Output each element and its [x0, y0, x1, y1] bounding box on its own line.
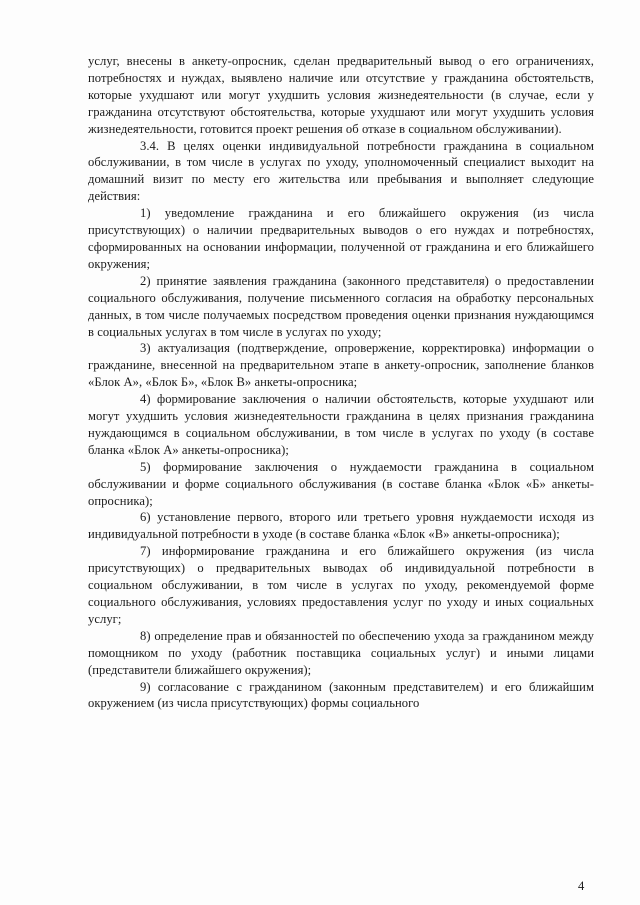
list-item-9: 9) согласование с гражданином (законным представителем) и его ближайшим окружением (из числа присутствующих) формы социального [88, 679, 594, 711]
list-item-8: 8) определение прав и обязанностей по обеспечению ухода за гражданином между помощником по уходу (работник поставщика социальных услуг) и иными лицами (представители ближайшего окружения); [88, 628, 594, 677]
list-item-3: 3) актуализация (подтверждение, опровержение, корректировка) информации о гражданине, внесенной на предварительном этапе в анкету-опросник, заполнение бланков «Блок А», «Блок Б», «Блок В» анкеты-опросника; [88, 341, 594, 390]
list-item-4: 4) формирование заключения о наличии обстоятельств, которые ухудшают или могут ухудшить условия жизнедеятельности гражданина в целях признания гражданина нуждающимся в социальном обслуживании, в том числе в услугах по уходу (в составе бланка «Блок А» анкеты-опросника); [88, 392, 594, 457]
list-item-2: 2) принятие заявления гражданина (законного представителя) о предоставлении социального обслуживания, получение письменного согласия на обработку персональных данных, в том числе получаемых посредством проведения оценки признания нуждающимся в социальных услугах в том числе в услугах по уходу; [88, 273, 594, 339]
list-item-1: 1) уведомление гражданина и его ближайшего окружения (из числа присутствующих) о наличии предварительных выводов о его нуждах и потребностях, сформированных на основании информации, полученной от гражданина и его ближайшего окружения; [88, 206, 594, 271]
page-number: 4 [578, 879, 585, 893]
list-item-5: 5) формирование заключения о нуждаемости гражданина в социальном обслуживании и форме социального обслуживания (в составе бланка «Блок «Б» анкеты-опросника); [88, 459, 594, 508]
paragraph-continuation: услуг, внесены в анкету-опросник, сделан предварительный вывод о его ограничениях, потребностях и нуждах, выявлено наличие или отсутствие у гражданина обстоятельств, которые ухудшают или могут ухудшить условия жизнедеятельности (в случае, если у гражданина отсутствуют обстоятельства, которые ухудшают или могут ухудшить условия жизнедеятельности, готовится проект решения об отказе в социальном обслуживании). [88, 54, 594, 136]
document-body [88, 53, 594, 712]
list-item-6: 6) установление первого, второго или третьего уровня нуждаемости исходя из индивидуальной потребности в уходе (в составе бланка «Блок «В» анкеты-опросника); [88, 510, 594, 542]
paragraph-3-4: 3.4. В целях оценки индивидуальной потребности гражданина в социальном обслуживании, в том числе в услугах по уходу, уполномоченный специалист выходит на домашний визит по месту его жительства или пребывания и выполняет следующие действия: [88, 138, 594, 204]
list-item-7: 7) информирование гражданина и его ближайшего окружения (из числа присутствующих) о предварительных выводах об индивидуальной потребности в социальном обслуживании, в том числе в услугах по уходу, рекомендуемой форме социального обслуживания, условиях предоставления услуг по уходу и иных социальных услуг; [88, 544, 594, 626]
